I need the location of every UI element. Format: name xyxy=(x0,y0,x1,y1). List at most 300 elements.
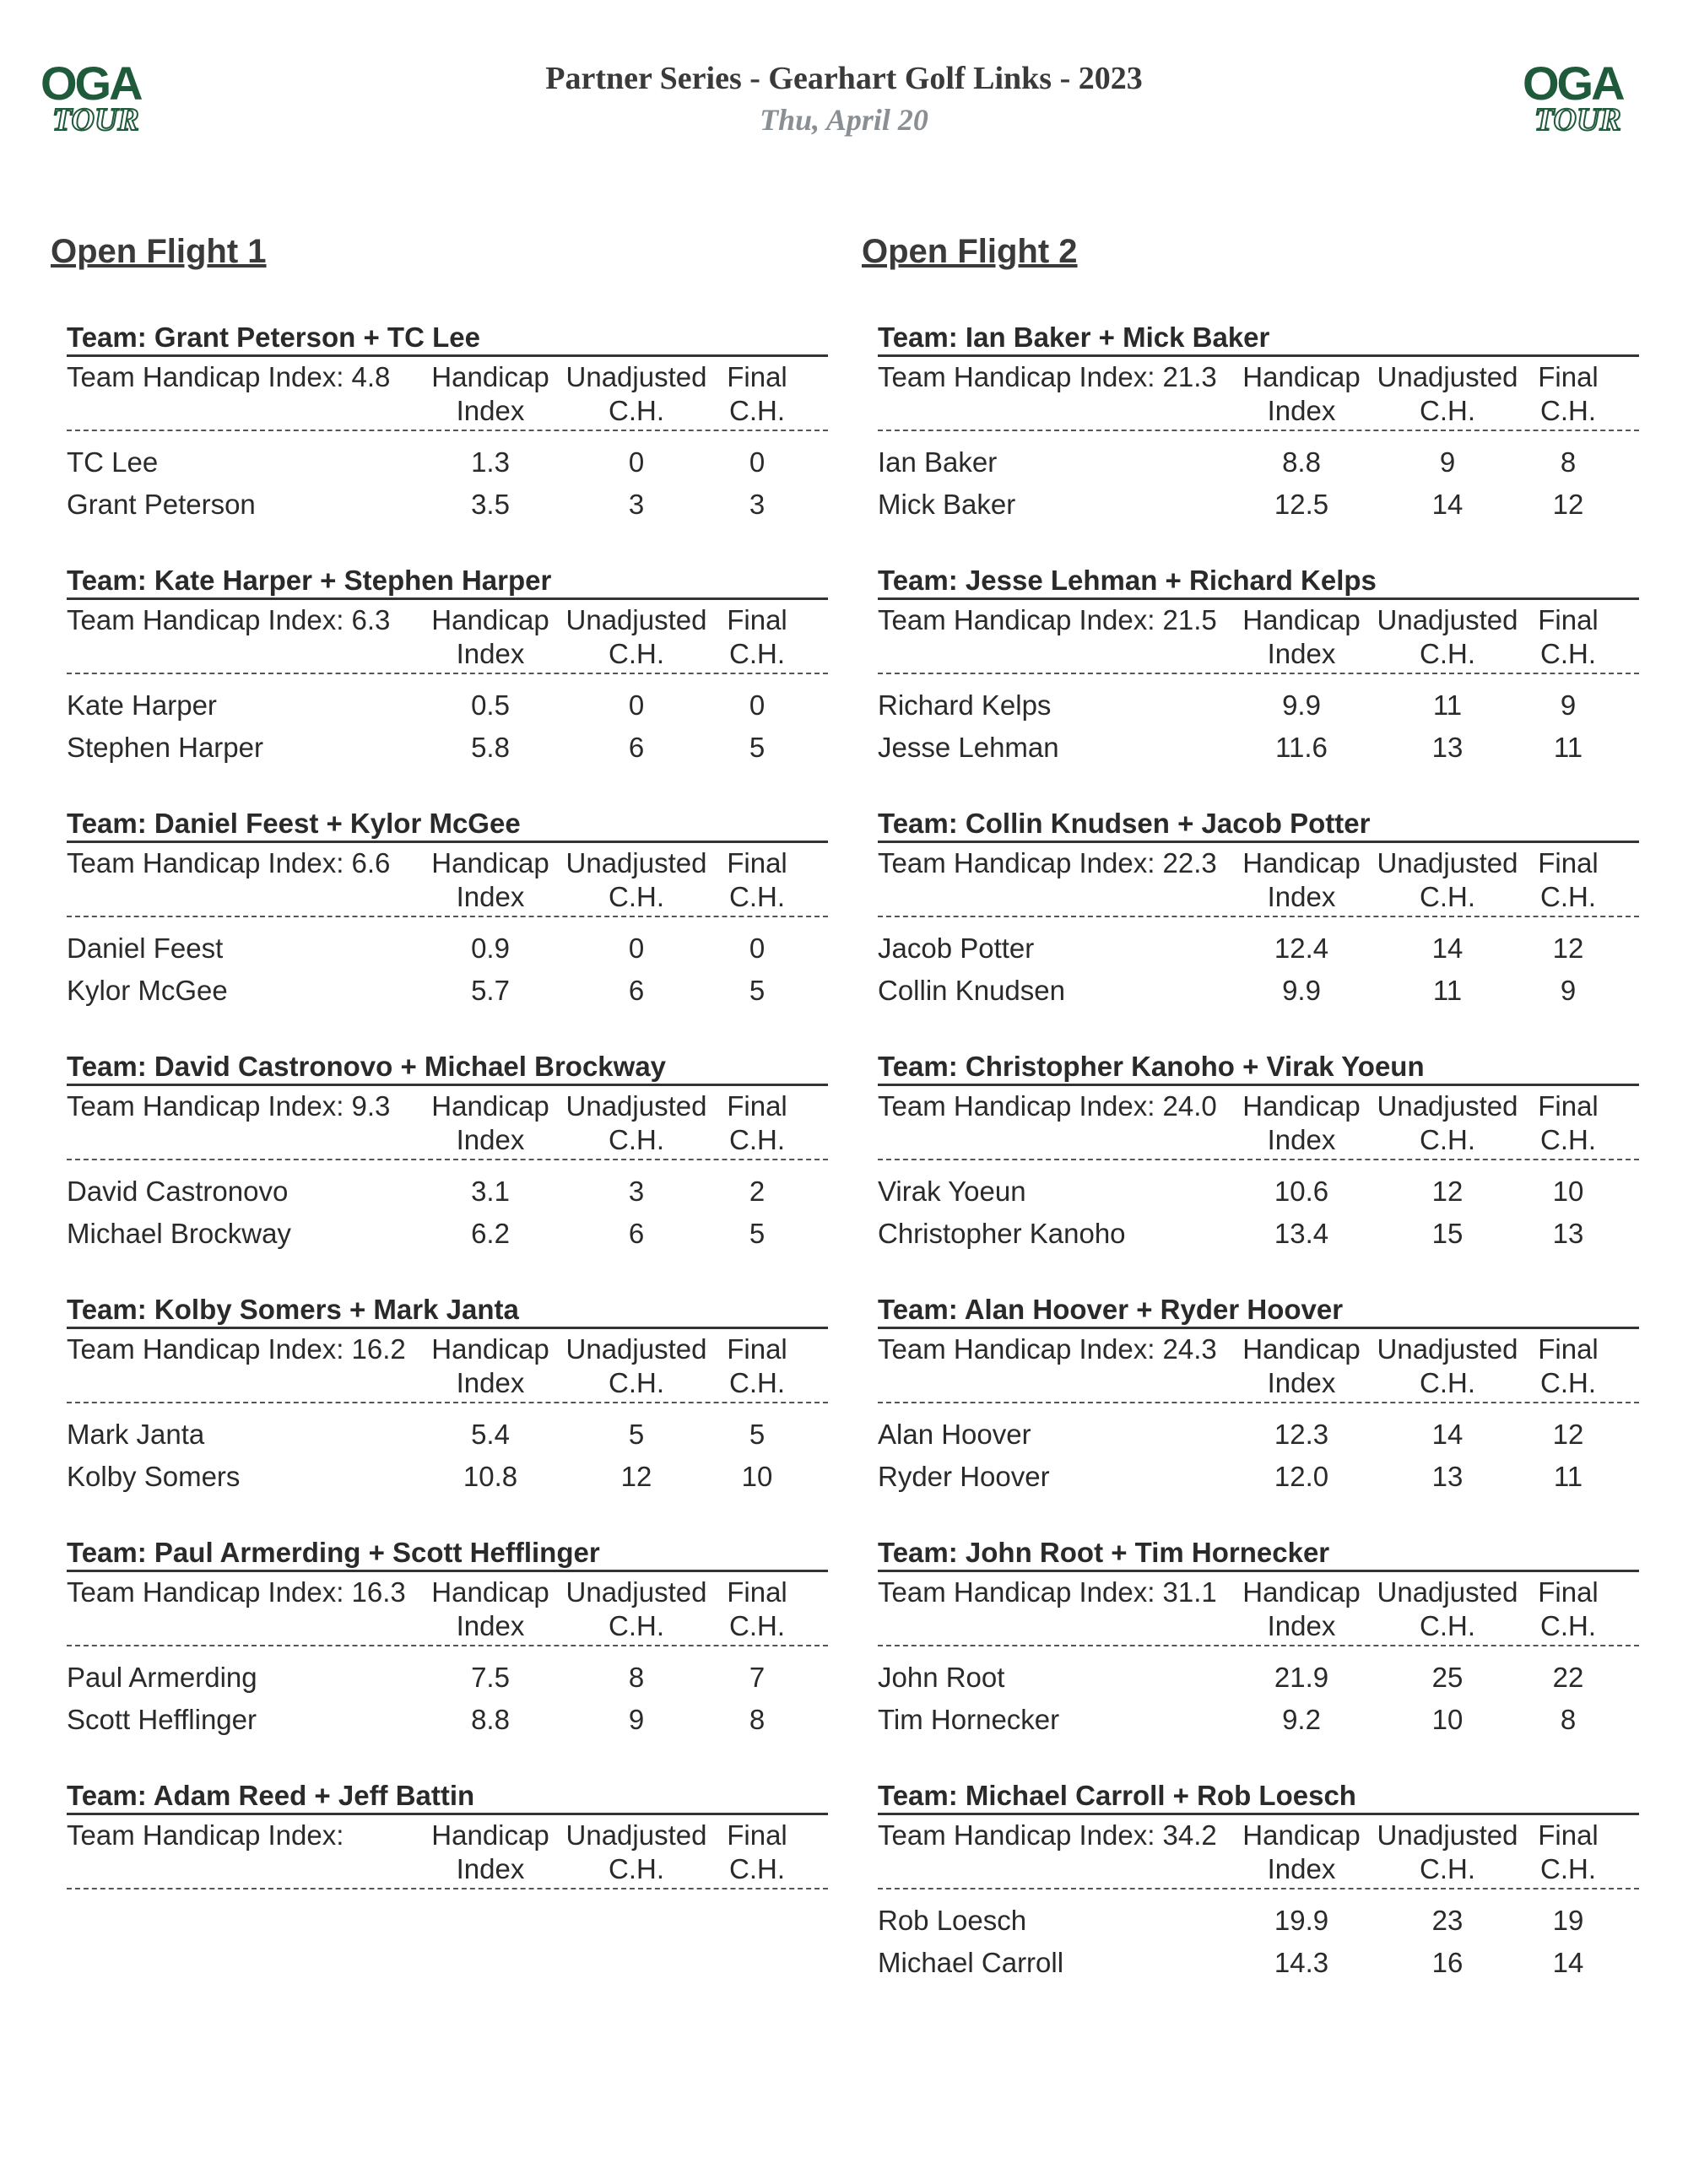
player-unadjusted-ch: 13 xyxy=(1431,732,1463,763)
team-names: Alan Hoover + Ryder Hoover xyxy=(964,1294,1344,1325)
player-unadjusted-ch: 9 xyxy=(628,1704,645,1735)
team-name xyxy=(878,1293,1639,1329)
player-final-ch: 10 xyxy=(741,1461,773,1492)
team-name xyxy=(878,1779,1639,1815)
team-names: Kolby Somers + Mark Janta xyxy=(154,1294,519,1325)
handicap-index-header-line1: Handicap xyxy=(1242,1576,1361,1608)
team-block xyxy=(67,1779,828,2022)
team-names: David Castronovo + Michael Brockway xyxy=(154,1051,667,1082)
player-row xyxy=(67,970,828,1012)
player-final-ch: 19 xyxy=(1552,1905,1584,1936)
player-name: Kolby Somers xyxy=(67,1461,241,1492)
player-handicap-index: 0.9 xyxy=(471,933,510,964)
team-handicap-index xyxy=(67,1089,390,1123)
player-handicap-index: 6.2 xyxy=(471,1218,510,1249)
team-names: Jesse Lehman + Richard Kelps xyxy=(965,565,1377,596)
final-ch-header-line1: Final xyxy=(727,604,787,635)
player-handicap-index: 12.5 xyxy=(1274,489,1329,520)
final-ch-header-line1: Final xyxy=(1538,1333,1599,1365)
handicap-index-header-line1: Handicap xyxy=(1242,604,1361,635)
unadjusted-ch-header-line2: C.H. xyxy=(1420,1853,1475,1884)
flight-column-1 xyxy=(51,230,820,2022)
handicap-index-header-line1: Handicap xyxy=(431,1819,549,1851)
player-row xyxy=(878,684,1639,727)
unadjusted-ch-header xyxy=(565,1576,708,1643)
player-handicap-index: 8.8 xyxy=(471,1704,510,1735)
final-ch-header-line1: Final xyxy=(727,361,787,392)
team-names: Kate Harper + Stephen Harper xyxy=(154,565,552,596)
player-unadjusted-ch: 14 xyxy=(1431,933,1463,964)
team-header-row xyxy=(67,1572,828,1646)
player-final-ch: 7 xyxy=(749,1662,766,1693)
player-unadjusted-ch: 6 xyxy=(628,1218,645,1249)
team-block xyxy=(878,564,1639,807)
team-handicap-index xyxy=(67,360,390,394)
player-row xyxy=(878,1170,1639,1213)
player-unadjusted-ch: 5 xyxy=(628,1419,645,1450)
final-ch-header xyxy=(717,1576,798,1643)
player-row xyxy=(67,1699,828,1741)
player-rows xyxy=(878,1160,1639,1255)
player-rows xyxy=(67,1160,828,1255)
team-list xyxy=(51,321,820,2022)
team-prefix: Team: xyxy=(67,1294,154,1325)
unadjusted-ch-header xyxy=(565,1333,708,1400)
player-row xyxy=(878,484,1639,526)
handicap-index-header-line1: Handicap xyxy=(1242,1333,1361,1365)
player-name: Ryder Hoover xyxy=(878,1461,1050,1492)
team-name xyxy=(878,321,1639,357)
unadjusted-ch-header-line2: C.H. xyxy=(609,1610,664,1641)
unadjusted-ch-header xyxy=(1376,1576,1519,1643)
event-date: Thu, April 20 xyxy=(760,103,928,137)
unadjusted-ch-header-line1: Unadjusted xyxy=(1377,1576,1518,1608)
team-name xyxy=(67,1536,828,1572)
player-handicap-index: 9.2 xyxy=(1282,1704,1321,1735)
team-index-value: 16.3 xyxy=(351,1576,406,1608)
team-names: Christopher Kanoho + Virak Yoeun xyxy=(965,1051,1425,1082)
handicap-index-header-line2: Index xyxy=(456,1853,525,1884)
player-handicap-index: 7.5 xyxy=(471,1662,510,1693)
player-name: Michael Carroll xyxy=(878,1947,1064,1978)
team-handicap-index xyxy=(67,1333,406,1366)
player-unadjusted-ch: 15 xyxy=(1431,1218,1463,1249)
player-final-ch: 10 xyxy=(1552,1176,1584,1207)
handicap-index-header xyxy=(1239,603,1364,671)
team-index-value: 9.3 xyxy=(351,1090,391,1122)
player-row xyxy=(67,1414,828,1456)
handicap-index-header-line2: Index xyxy=(456,1124,525,1155)
player-row xyxy=(878,1942,1639,1984)
player-handicap-index: 10.6 xyxy=(1274,1176,1329,1207)
player-row xyxy=(67,927,828,970)
player-name: Alan Hoover xyxy=(878,1419,1031,1450)
unadjusted-ch-header-line1: Unadjusted xyxy=(565,1090,707,1122)
team-index-label-text: Team Handicap Index: xyxy=(878,1819,1155,1851)
player-rows xyxy=(878,1403,1639,1498)
player-handicap-index: 9.9 xyxy=(1282,689,1321,721)
player-rows xyxy=(67,1889,828,1900)
unadjusted-ch-header-line1: Unadjusted xyxy=(1377,1819,1518,1851)
player-unadjusted-ch: 12 xyxy=(1431,1176,1463,1207)
player-handicap-index: 19.9 xyxy=(1274,1905,1329,1936)
team-prefix: Team: xyxy=(67,808,154,839)
final-ch-header-line1: Final xyxy=(1538,847,1599,878)
team-block xyxy=(67,1293,828,1536)
team-index-value: 6.3 xyxy=(351,604,391,635)
player-row xyxy=(878,1699,1639,1741)
player-handicap-index: 10.8 xyxy=(463,1461,518,1492)
player-row xyxy=(878,1213,1639,1255)
team-name xyxy=(67,1050,828,1086)
team-header-row xyxy=(878,843,1639,917)
player-final-ch: 8 xyxy=(749,1704,766,1735)
team-handicap-index xyxy=(878,603,1217,637)
player-final-ch: 14 xyxy=(1552,1947,1584,1978)
player-final-ch: 2 xyxy=(749,1176,766,1207)
player-handicap-index: 1.3 xyxy=(471,446,510,478)
player-unadjusted-ch: 14 xyxy=(1431,1419,1463,1450)
unadjusted-ch-header-line2: C.H. xyxy=(609,1367,664,1398)
player-final-ch: 9 xyxy=(1560,975,1577,1006)
team-index-label-text: Team Handicap Index: xyxy=(878,847,1155,878)
handicap-index-header-line1: Handicap xyxy=(1242,1819,1361,1851)
player-unadjusted-ch: 3 xyxy=(628,489,645,520)
handicap-index-header-line1: Handicap xyxy=(431,1333,549,1365)
team-handicap-index xyxy=(67,1819,344,1852)
team-prefix: Team: xyxy=(67,565,154,596)
player-row xyxy=(67,727,828,769)
player-final-ch: 11 xyxy=(1553,732,1583,763)
final-ch-header-line2: C.H. xyxy=(1540,1610,1596,1641)
player-name: Grant Peterson xyxy=(67,489,256,520)
player-row xyxy=(878,1900,1639,1942)
handicap-index-header-line2: Index xyxy=(1267,1610,1336,1641)
handicap-index-header xyxy=(428,1333,553,1400)
player-handicap-index: 5.8 xyxy=(471,732,510,763)
unadjusted-ch-header xyxy=(1376,1333,1519,1400)
player-final-ch: 22 xyxy=(1552,1662,1584,1693)
player-final-ch: 5 xyxy=(749,975,766,1006)
final-ch-header xyxy=(717,846,798,914)
final-ch-header-line2: C.H. xyxy=(729,1367,785,1398)
unadjusted-ch-header xyxy=(565,1819,708,1886)
final-ch-header-line2: C.H. xyxy=(1540,395,1596,426)
final-ch-header-line1: Final xyxy=(727,1333,787,1365)
final-ch-header-line1: Final xyxy=(727,1090,787,1122)
flight-title: Open Flight 1 xyxy=(51,233,267,270)
final-ch-header xyxy=(1528,1089,1609,1157)
team-block xyxy=(878,1779,1639,2022)
final-ch-header-line2: C.H. xyxy=(729,395,785,426)
player-unadjusted-ch: 11 xyxy=(1432,975,1463,1006)
unadjusted-ch-header-line1: Unadjusted xyxy=(1377,847,1518,878)
player-name: John Root xyxy=(878,1662,1005,1693)
handicap-index-header-line1: Handicap xyxy=(1242,847,1361,878)
player-row xyxy=(878,1414,1639,1456)
team-list xyxy=(862,321,1631,2022)
final-ch-header-line1: Final xyxy=(727,847,787,878)
team-handicap-index xyxy=(878,1333,1217,1366)
handicap-index-header-line2: Index xyxy=(1267,1124,1336,1155)
team-header-row xyxy=(67,600,828,674)
team-block xyxy=(878,321,1639,564)
player-row xyxy=(878,727,1639,769)
handicap-index-header xyxy=(1239,360,1364,428)
handicap-index-header xyxy=(428,1089,553,1157)
team-handicap-index xyxy=(878,846,1217,880)
player-name: Daniel Feest xyxy=(67,933,224,964)
team-index-label-text: Team Handicap Index: xyxy=(878,1333,1155,1365)
player-handicap-index: 12.0 xyxy=(1274,1461,1329,1492)
team-index-label-text: Team Handicap Index: xyxy=(878,604,1155,635)
team-index-value: 21.3 xyxy=(1162,361,1217,392)
player-name: Ian Baker xyxy=(878,446,998,478)
player-unadjusted-ch: 25 xyxy=(1431,1662,1463,1693)
team-prefix: Team: xyxy=(67,1537,154,1568)
player-unadjusted-ch: 13 xyxy=(1431,1461,1463,1492)
team-handicap-index xyxy=(878,360,1217,394)
player-unadjusted-ch: 14 xyxy=(1431,489,1463,520)
handicap-index-header xyxy=(1239,1089,1364,1157)
team-prefix: Team: xyxy=(67,322,154,353)
player-rows xyxy=(878,1889,1639,1984)
player-final-ch: 5 xyxy=(749,1419,766,1450)
player-rows xyxy=(878,674,1639,769)
unadjusted-ch-header-line1: Unadjusted xyxy=(565,1819,707,1851)
handicap-index-header-line2: Index xyxy=(456,638,525,669)
player-unadjusted-ch: 23 xyxy=(1431,1905,1463,1936)
team-name xyxy=(67,1779,828,1815)
team-index-value: 21.5 xyxy=(1162,604,1217,635)
player-unadjusted-ch: 6 xyxy=(628,975,645,1006)
unadjusted-ch-header-line2: C.H. xyxy=(609,881,664,912)
team-block xyxy=(67,564,828,807)
team-index-value: 6.6 xyxy=(351,847,391,878)
player-final-ch: 8 xyxy=(1560,446,1577,478)
unadjusted-ch-header-line1: Unadjusted xyxy=(565,1576,707,1608)
team-block xyxy=(67,807,828,1050)
handicap-index-header-line1: Handicap xyxy=(431,1090,549,1122)
player-handicap-index: 21.9 xyxy=(1274,1662,1329,1693)
player-handicap-index: 11.6 xyxy=(1275,732,1328,763)
player-rows xyxy=(67,1646,828,1741)
player-rows xyxy=(67,674,828,769)
player-unadjusted-ch: 3 xyxy=(628,1176,645,1207)
player-name: TC Lee xyxy=(67,446,159,478)
final-ch-header xyxy=(717,1333,798,1400)
team-prefix: Team: xyxy=(878,1051,966,1082)
unadjusted-ch-header-line1: Unadjusted xyxy=(1377,604,1518,635)
handicap-index-header xyxy=(1239,846,1364,914)
final-ch-header xyxy=(717,1089,798,1157)
player-final-ch: 0 xyxy=(749,933,766,964)
player-name: Richard Kelps xyxy=(878,689,1052,721)
team-handicap-index xyxy=(67,1576,406,1609)
unadjusted-ch-header-line2: C.H. xyxy=(1420,881,1475,912)
player-handicap-index: 3.1 xyxy=(471,1176,510,1207)
team-index-label-text: Team Handicap Index: xyxy=(878,361,1155,392)
player-name: Collin Knudsen xyxy=(878,975,1065,1006)
player-rows xyxy=(878,431,1639,526)
team-names: Grant Peterson + TC Lee xyxy=(154,322,480,353)
team-block xyxy=(67,321,828,564)
handicap-index-header xyxy=(428,1819,553,1886)
unadjusted-ch-header-line1: Unadjusted xyxy=(565,1333,707,1365)
team-names: Adam Reed + Jeff Battin xyxy=(153,1780,475,1811)
handicap-index-header xyxy=(1239,1819,1364,1886)
unadjusted-ch-header xyxy=(1376,1819,1519,1886)
unadjusted-ch-header-line2: C.H. xyxy=(609,1853,664,1884)
team-name xyxy=(67,564,828,600)
team-index-label-text: Team Handicap Index: xyxy=(67,1333,344,1365)
handicap-index-header xyxy=(1239,1333,1364,1400)
handicap-index-header xyxy=(428,846,553,914)
team-name xyxy=(878,1536,1639,1572)
unadjusted-ch-header-line2: C.H. xyxy=(1420,1124,1475,1155)
player-final-ch: 12 xyxy=(1552,489,1584,520)
final-ch-header xyxy=(1528,1819,1609,1886)
handicap-index-header-line2: Index xyxy=(1267,881,1336,912)
team-index-label-text: Team Handicap Index: xyxy=(67,604,344,635)
final-ch-header xyxy=(717,1819,798,1886)
team-name xyxy=(67,1293,828,1329)
player-unadjusted-ch: 6 xyxy=(628,732,645,763)
unadjusted-ch-header-line1: Unadjusted xyxy=(1377,1333,1518,1365)
team-names: Daniel Feest + Kylor McGee xyxy=(154,808,521,839)
player-name: Kate Harper xyxy=(67,689,217,721)
team-index-label-text: Team Handicap Index: xyxy=(67,847,344,878)
player-name: Paul Armerding xyxy=(67,1662,257,1693)
player-unadjusted-ch: 10 xyxy=(1431,1704,1463,1735)
team-header-row xyxy=(67,357,828,431)
player-handicap-index: 13.4 xyxy=(1274,1218,1329,1249)
player-unadjusted-ch: 8 xyxy=(628,1662,645,1693)
handicap-index-header-line2: Index xyxy=(456,395,525,426)
player-rows xyxy=(67,917,828,1012)
player-row xyxy=(878,441,1639,484)
team-handicap-index xyxy=(878,1819,1217,1852)
player-rows xyxy=(67,1403,828,1498)
player-row xyxy=(878,970,1639,1012)
player-row xyxy=(67,484,828,526)
handicap-index-header-line1: Handicap xyxy=(1242,1090,1361,1122)
player-name: Michael Brockway xyxy=(67,1218,291,1249)
player-unadjusted-ch: 16 xyxy=(1431,1947,1463,1978)
logo-tour-text: TOUR xyxy=(52,102,139,137)
player-final-ch: 0 xyxy=(749,689,766,721)
final-ch-header-line1: Final xyxy=(1538,361,1599,392)
unadjusted-ch-header-line1: Unadjusted xyxy=(565,604,707,635)
player-handicap-index: 14.3 xyxy=(1274,1947,1329,1978)
player-unadjusted-ch: 12 xyxy=(620,1461,652,1492)
team-prefix: Team: xyxy=(878,1780,966,1811)
team-block xyxy=(67,1536,828,1779)
player-name: David Castronovo xyxy=(67,1176,289,1207)
team-header-row xyxy=(67,1329,828,1403)
player-unadjusted-ch: 9 xyxy=(1439,446,1456,478)
final-ch-header-line2: C.H. xyxy=(729,638,785,669)
handicap-index-header-line2: Index xyxy=(456,1367,525,1398)
player-row xyxy=(67,1213,828,1255)
unadjusted-ch-header-line2: C.H. xyxy=(1420,1367,1475,1398)
handicap-index-header xyxy=(1239,1576,1364,1643)
team-index-label-text: Team Handicap Index: xyxy=(67,361,344,392)
final-ch-header xyxy=(1528,360,1609,428)
team-block xyxy=(67,1050,828,1293)
team-index-value: 4.8 xyxy=(351,361,391,392)
handicap-index-header-line2: Index xyxy=(456,881,525,912)
player-final-ch: 3 xyxy=(749,489,766,520)
player-row xyxy=(67,1657,828,1699)
player-handicap-index: 5.4 xyxy=(471,1419,510,1450)
team-index-label-text: Team Handicap Index: xyxy=(878,1576,1155,1608)
team-block xyxy=(878,807,1639,1050)
unadjusted-ch-header xyxy=(1376,360,1519,428)
handicap-index-header-line2: Index xyxy=(1267,1367,1336,1398)
team-header-row xyxy=(67,1086,828,1160)
player-name: Christopher Kanoho xyxy=(878,1218,1126,1249)
unadjusted-ch-header-line1: Unadjusted xyxy=(565,361,707,392)
player-handicap-index: 12.4 xyxy=(1274,933,1329,964)
team-handicap-index xyxy=(67,846,390,880)
player-final-ch: 5 xyxy=(749,1218,766,1249)
final-ch-header xyxy=(717,360,798,428)
final-ch-header xyxy=(1528,846,1609,914)
team-index-label-text: Team Handicap Index: xyxy=(67,1819,344,1851)
final-ch-header xyxy=(1528,1333,1609,1400)
team-prefix: Team: xyxy=(878,808,966,839)
final-ch-header-line2: C.H. xyxy=(1540,881,1596,912)
team-index-value: 34.2 xyxy=(1162,1819,1217,1851)
handicap-index-header-line1: Handicap xyxy=(431,847,549,878)
player-row xyxy=(67,1456,828,1498)
team-name xyxy=(878,564,1639,600)
team-index-value: 31.1 xyxy=(1162,1576,1217,1608)
final-ch-header-line2: C.H. xyxy=(729,1124,785,1155)
player-rows xyxy=(67,431,828,526)
player-rows xyxy=(878,917,1639,1012)
player-unadjusted-ch: 0 xyxy=(628,933,645,964)
player-handicap-index: 5.7 xyxy=(471,975,510,1006)
player-unadjusted-ch: 0 xyxy=(628,446,645,478)
team-names: Paul Armerding + Scott Hefflinger xyxy=(154,1537,600,1568)
final-ch-header xyxy=(1528,1576,1609,1643)
unadjusted-ch-header-line1: Unadjusted xyxy=(565,847,707,878)
team-block xyxy=(878,1293,1639,1536)
final-ch-header-line2: C.H. xyxy=(1540,638,1596,669)
team-index-value: 24.0 xyxy=(1162,1090,1217,1122)
player-row xyxy=(878,1657,1639,1699)
final-ch-header-line1: Final xyxy=(1538,604,1599,635)
player-name: Jesse Lehman xyxy=(878,732,1059,763)
team-handicap-index xyxy=(878,1089,1217,1123)
document-header xyxy=(0,57,1688,140)
handicap-index-header-line2: Index xyxy=(456,1610,525,1641)
team-header-row xyxy=(878,1329,1639,1403)
player-name: Stephen Harper xyxy=(67,732,263,763)
player-name: Jacob Potter xyxy=(878,933,1035,964)
player-row xyxy=(878,927,1639,970)
team-header-row xyxy=(878,1815,1639,1889)
flight-column-2 xyxy=(862,230,1631,2022)
team-index-value: 24.3 xyxy=(1162,1333,1217,1365)
player-final-ch: 9 xyxy=(1560,689,1577,721)
unadjusted-ch-header-line1: Unadjusted xyxy=(1377,1090,1518,1122)
unadjusted-ch-header-line2: C.H. xyxy=(609,1124,664,1155)
handicap-index-header-line2: Index xyxy=(1267,395,1336,426)
team-index-label-text: Team Handicap Index: xyxy=(67,1090,344,1122)
